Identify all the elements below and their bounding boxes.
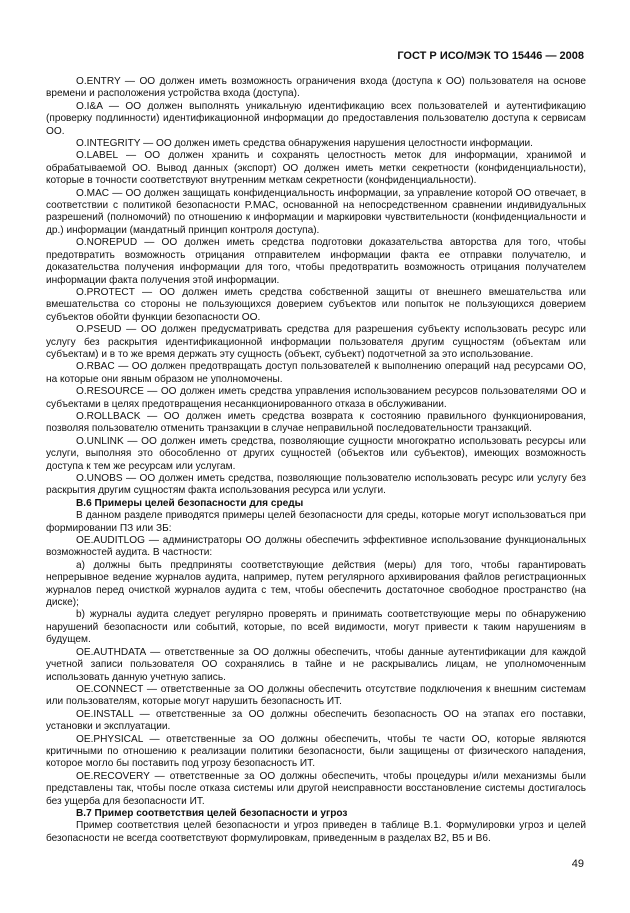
paragraph-o-integrity: O.INTEGRITY — ОО должен иметь средства обнаружения нарушения целостности информации. bbox=[76, 138, 533, 150]
paragraph-oe-authdata: OE.AUTHDATA — ответственные за ОО должны обеспечить, чтобы данные аутентификации для каждой учетной записи пользователя ОО сохранялись в тайне и не раскрывались лицам, не уполномоченным использовать данную учетную запись. bbox=[46, 646, 586, 683]
paragraph-o-ia: O.I&A — ОО должен выполнять уникальную идентификацию всех пользователей и аутентификацию (проверку подлинности) идентификационной информации до предоставления пользователю доступа к сервисам ОО. bbox=[46, 100, 586, 137]
section-heading-b7: B.7 Пример соответствия целей безопасности и угроз bbox=[76, 807, 348, 819]
section-heading-b6: B.6 Примеры целей безопасности для среды bbox=[76, 497, 304, 509]
paragraph-o-norepud: O.NOREPUD — ОО должен иметь средства подготовки доказательства авторства для того, чтобы предотвратить возможность отрицания отправителем информации факта ее отправки получателю, и доказательства получения информации для того, чтобы предотвратить возможность отрицания получателем информации факта получения этой информации. bbox=[46, 237, 586, 286]
paragraph-b6-intro: В данном разделе приводятся примеры целей безопасности для среды, которые могут использоваться при формировании ПЗ или ЗБ: bbox=[46, 510, 586, 534]
paragraph-o-unobs: O.UNOBS — ОО должен иметь средства, позволяющие пользователю использовать ресурс или услугу без раскрытия другим сущностям факта использования ресурса или услуги. bbox=[46, 473, 586, 497]
paragraph-o-rbac: O.RBAC — ОО должен предотвращать доступ пользователей к выполнению операций над ресурсами ОО, на которые они явным образом не уполномочены. bbox=[46, 361, 586, 385]
paragraph-oe-connect: OE.CONNECT — ответственные за ОО должны обеспечить отсутствие подключения к внешним системам или пользователям, которые могут нарушить безопасность ИТ. bbox=[46, 683, 586, 708]
paragraph-o-resource: O.RESOURCE — ОО должен иметь средства управления использованием ресурсов пользователями ОО и субъектами в целях предотвращения несанкционированного отказа в обслуживании. bbox=[46, 386, 586, 410]
page-number: 49 bbox=[571, 858, 584, 870]
paragraph-oe-physical: OE.PHYSICAL — ответственные за ОО должны обеспечить, чтобы те части ОО, которые являются критичными по отношению к реализации политики безопасности, были защищены от физического нападения, которое могло бы поставить под угрозу безопасность ИТ. bbox=[46, 733, 586, 770]
paragraph-o-pseud: O.PSEUD — ОО должен предусматривать средства для разрешения субъекту использовать ресурс или услугу без раскрытия идентификационной информации пользователя другим сущностям (объектам или субъектам) и в то же время держать эту сущность (объект, субъект) подотчетной за это использование. bbox=[46, 324, 586, 360]
document-body bbox=[46, 76, 586, 845]
paragraph-o-unlink: O.UNLINK — ОО должен иметь средства, позволяющие сущности многократно использовать ресурсы или услуги, выполняя это обособленно от других сущностей (объектов или субъектов), имеющих возможность доступа к тем же ресурсам или услугам. bbox=[46, 435, 586, 472]
document-header: ГОСТ Р ИСО/МЭК ТО 15446 — 2008 bbox=[397, 50, 584, 62]
paragraph-oe-recovery: OE.RECOVERY — ответственные за ОО должны обеспечить, чтобы процедуры и/или механизмы были представлены так, чтобы после отказа системы или другой неисправности восстановление системы достигалось без ущерба для безопасности ИТ. bbox=[46, 770, 586, 807]
paragraph-o-mac: O.MAC — ОО должен защищать конфиденциальность информации, за управление которой ОО отвечает, в соответствии с политикой безопасности P.MAC, основанной на непосредственном сравнении индивидуальных разрешений (полномочий) по отношению к информации и маркировки чувствительности (конфиденциальности и др.) информации (мандатный принцип контроля доступа). bbox=[46, 187, 586, 236]
list-item-b: b) журналы аудита следует регулярно проверять и принимать соответствующие меры по обнаружению нарушений безопасности или событий, которые, по всей видимости, могут привести к таким нарушениям в будущем. bbox=[46, 609, 586, 646]
paragraph-o-entry: O.ENTRY — ОО должен иметь возможность ограничения входа (доступа к ОО) пользователя на основе времени и расположения устройства входа (доступа). bbox=[46, 76, 586, 100]
list-item-a: a) должны быть предприняты соответствующие действия (меры) для того, чтобы гарантировать непрерывное ведение журналов аудита, например, путем регулярного архивирования файлов регистрационных журналов перед очисткой журналов аудита с тем, чтобы обеспечить достаточное свободное пространство (на диске); bbox=[46, 559, 586, 609]
paragraph-o-protect: O.PROTECT — ОО должен иметь средства собственной защиты от внешнего вмешательства или вмешательства со стороны не пользующихся доверием субъектов или попыток не пользующихся доверием субъектов обойти функции безопасности ОО. bbox=[46, 286, 586, 323]
paragraph-oe-install: OE.INSTALL — ответственные за ОО должны обеспечить безопасность ОО на этапах его поставки, установки и эксплуатации. bbox=[46, 708, 586, 733]
paragraph-b7-text: Пример соответствия целей безопасности и угроз приведен в таблице B.1. Формулировки угроз и целей безопасности не всегда соответствуют формулировкам, приведенным в разделах B2, B5 и B6. bbox=[46, 820, 586, 844]
paragraph-o-label: O.LABEL — ОО должен хранить и сохранять целостность меток для информации, хранимой и обрабатываемой ОО. Вывод данных (экспорт) ОО должен иметь метки секретности (конфиденциальности), которые в точности соответствуют внутренним меткам секретности (конфиденциальности). bbox=[46, 150, 586, 187]
paragraph-oe-auditlog: OE.AUDITLOG — администраторы ОО должны обеспечить эффективное использование функциональных возможностей аудита. В частности: bbox=[46, 535, 586, 559]
paragraph-o-rollback: O.ROLLBACK — ОО должен иметь средства возврата к состоянию правильного функционирования, позволяя пользователю отменить транзакции в случае неправильной последовательности транзакций. bbox=[46, 410, 586, 435]
